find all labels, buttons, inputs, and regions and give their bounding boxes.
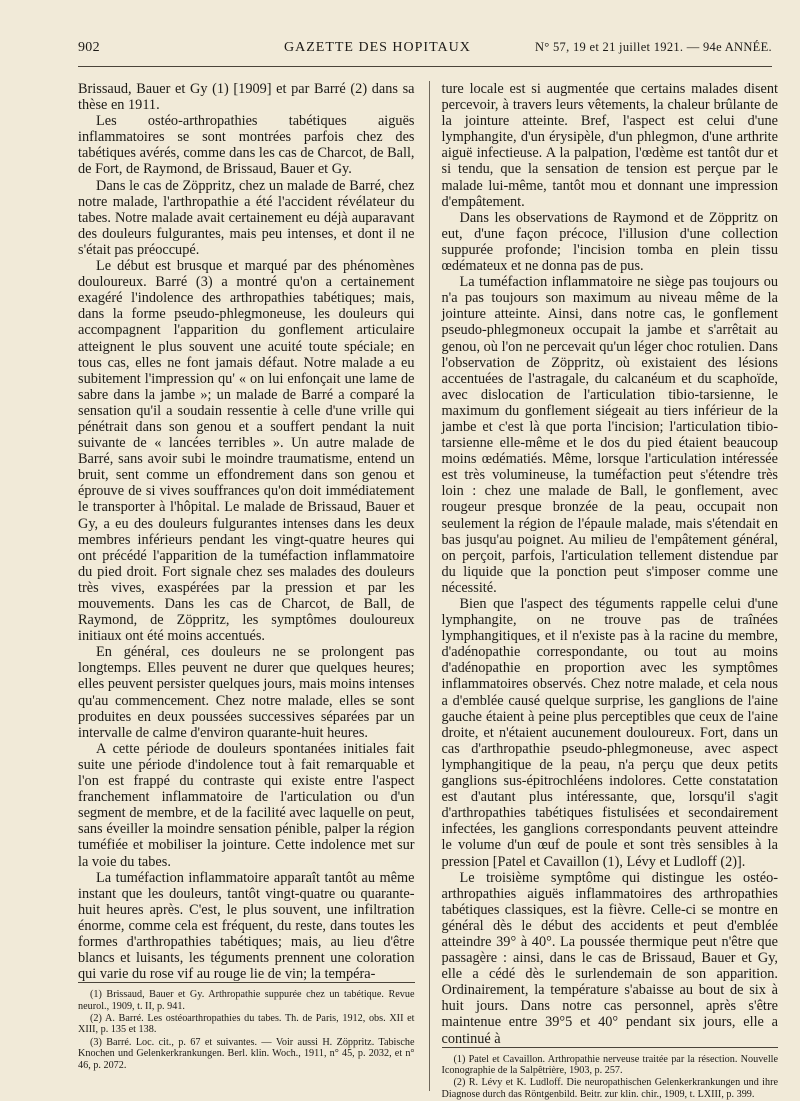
paragraph: La tuméfaction inflammatoire apparaît tantôt au même instant que les douleurs, tantôt vingt-quatre ou quarante-huit heures après. C'est, le plus souvent, une infiltration énorme, comme cela est fréquent, du reste, dans toutes les formes d'arthropathies tabétiques; mais, au lieu d'être blancs et luisants, les téguments prennent une coloration qui varie du rose vif au rouge lie de vin; la tempéra- [78,869,415,983]
paragraph: La tuméfaction inflammatoire ne siège pas toujours ou n'a pas toujours son maximum au niveau même de la jointure atteinte. Ainsi, dans notre cas, le gonflement pseudo-phlegmoneux occupait la jambe et s'arrêtait au genou, où l'on ne percevait qu'un léger choc rotulien. Dans l'observation de Zöppritz, où existaient des lésions accentuées de l'astragale, du calcanéum et du scaphoïde, avec dislocation de l'articulation tibio-tarsienne, le maximum du gonflement siégeait au tiers inférieur de la jambe et c'est là que porta l'incision; l'articulation tibio-tarsienne elle-même et le dos du pied étaient beaucoup moins œdématiés. Même, lorsque l'articulation intéressée est très volumineuse, la tuméfaction peut s'étendre très loin : chez une malade de Ball, le gonflement, avec rougeur presque bronzée de la peau, occupait non seulement la région de l'épaule malade, mais s'étendait en bas jusqu'au poignet. Au milieu de l'empâtement général, on perçoit, parfois, l'articulation tellement distendue par du liquide que la ponction peut s'imposer comme une nécessité. [441,274,778,596]
journal-title: GAZETTE DES HOPITAUX [284,40,471,55]
paragraph: Brissaud, Bauer et Gy (1) [1909] et par Barré (2) dans sa thèse en 1911. [78,81,415,114]
paragraph: Dans le cas de Zöppritz, chez un malade de Barré, chez notre malade, l'arthropathie a été l'accident révélateur du tabes. Notre malade avait certainement eu déjà auparavant des douleurs fulgurantes, mais peu intenses, et dont il ne s'était pas préoccupé. [78,177,415,258]
right-column-text [442,81,779,1047]
footnote: (1) Brissaud, Bauer et Gy. Arthropathie suppurée chez un tabétique. Revue neurol., 1909, t. II, p. 941. [78,989,415,1012]
right-footnotes [442,1047,779,1101]
footnote: (1) Patel et Cavaillon. Arthropathie nerveuse traitée par la résection. Nouvelle Iconographie de la Salpêtrière, 1903, p. 257. [441,1053,778,1077]
two-column-layout [78,81,778,1100]
paragraph: Le troisième symptôme qui distingue les ostéo-arthropathies aiguës inflammatoires des arthropathies tabétiques classiques, est la fièvre. Celle-ci se montre en général dès le début des accidents et peut d'emblée atteindre 39° à 40°. La poussée thermique peut n'être que passagère : ainsi, dans le cas de Brissaud, Bauer et Gy, elle a cédé dès le surlendemain de son apparition. Ordinairement, la température s'abaisse au bout de six à huit jours. Dans notre cas personnel, après s'être maintenue entre 39°5 et 40° pendant six jours, elle a continué à [441,869,778,1047]
page-number: 902 [78,40,100,55]
paragraph: Bien que l'aspect des téguments rappelle celui d'une lymphangite, on ne trouve pas de traînées lymphangitiques, et il n'existe pas à la racine du membre, d'adénopathie correspondante, ou tout au moins d'adénopathie en proportion avec les symptômes inflammatoires observés. Chez notre malade, et cela nous a d'emblée causé quelque surprise, les ganglions de l'aine gauche étaient à peine plus perceptibles que ceux de l'aine droite, et n'étaient aucunement douloureux. Fort, dans un cas d'arthropathie pseudo-phlegmoneuse, avec aspect lymphangitique de la peau, n'a perçu que deux petits ganglions sus-épitrochléens indolores. Cette constatation est d'autant plus intéressante, que, lorsqu'il s'agit d'arthropathies tabétiques fistulisées et secondairement infectées, les ganglions correspondants peuvent atteindre le volume d'un œuf de poule et sont très sensibles à la pression [Patel et Cavaillon (1), Lévy et Ludloff (2)]. [441,596,778,870]
paragraph: Les ostéo-arthropathies tabétiques aiguës inflammatoires se sont montrées parfois chez des tabétiques avérés, comme dans les cas de Charcot, de Ball, de Fort, de Raymond, de Brissaud, Bauer et Gy. [78,113,415,178]
left-column-text [78,81,415,982]
paragraph: ture locale est si augmentée que certains malades disent percevoir, à travers leurs vêtements, la chaleur brûlante de la jointure atteinte. Bref, l'aspect est celui d'une lymphangite, d'un érysipèle, d'un phlegmon, d'une arthrite aiguë infectieuse. A la palpation, l'œdème est tantôt dur et si tendu, que la sensation de tension est perçue par le malade lui-même, tantôt mou et donnant une impression d'empâtement. [441,81,778,210]
paragraph: Le début est brusque et marqué par des phénomènes douloureux. Barré (3) a montré qu'on a certainement exagéré l'indolence des arthropathies tabétiques; mais, dans la forme pseudo-phlegmoneuse, les douleurs qui accompagnent l'apparition du gonflement articulaire atteignent le plus souvent une acuité toute spéciale; en tous cas, elles ne font jamais défaut. Notre malade a eu subitement l'impression qu' « on lui enfonçait une lame de sabre dans la jambe »; un malade de Barré a comparé la sensation qu'il a soudain ressentie à celle d'une vrille qui pénétrait dans son genou et a souffert pendant la nuit suivante de « lancées terribles ». Un autre malade de Barré, sans avoir subi le moindre traumatisme, entend un bruit, sent comme un effondrement dans son genou et éprouve de si vives souffrances qu'on doit immédiatement le transporter à l'hôpital. Le malade de Brissaud, Bauer et Gy, a eu des douleurs fulgurantes intenses dans les deux membres inférieurs pendant les vingt-quatre heures qui ont précédé l'apparition de la tuméfaction inflammatoire du pied droit. Fort signale chez ses malades des douleurs très vives, exaspérées par la pression et par les mouvements. Dans les cas de Charcot, de Ball, de Raymond, de Zöppritz, les symptômes douloureux initiaux ont été moins accentués. [78,258,415,645]
paragraph: Dans les observations de Raymond et de Zöppritz on eut, d'une façon précoce, l'illusion d'une collection suppurée profonde; l'incision tomba en plein tissu œdémateux et ne donna pas de pus. [441,209,778,275]
left-column [78,81,415,1091]
footnote: (2) R. Lévy et K. Ludloff. Die neuropathischen Gelenkerkrankungen und ihre Diagnose durch das Röntgenbild. Beitr. zur klin. chir., 1909, t. LXIII, p. 399. [441,1077,778,1100]
issue-info: N° 57, 19 et 21 juillet 1921. — 94e ANNÉE. [534,40,772,54]
right-column [429,81,779,1100]
paragraph: En général, ces douleurs ne se prolongent pas longtemps. Elles peuvent ne durer que quelques heures; elles peuvent persister quelques jours, mais moins intenses qu'au commencement. Chez notre malade, elles se sont produites en deux poussées successives séparées par un intervalle de calme d'environ quarante-huit heures. [78,644,415,741]
left-footnotes [78,982,415,1072]
footnote: (2) A. Barré. Les ostéoarthropathies du tabes. Th. de Paris, 1912, obs. XII et XIII, p. 135 et 138. [78,1013,415,1036]
footnote: (3) Barré. Loc. cit., p. 67 et suivantes. — Voir aussi H. Zöppritz. Tabische Knochen und Gelenkerkrankungen. Berl. klin. Woch., 1911, n° 45, p. 2032, et n° 46, p. 2072. [78,1036,415,1071]
running-header [78,40,772,67]
paragraph: A cette période de douleurs spontanées initiales fait suite une période d'indolence tout à fait remarquable et l'on est frappé du contraste qui existe entre l'aspect franchement inflammatoire de l'articulation ou d'un segment de membre, et de la facilité avec laquelle on peut, sans éveiller la moindre sensation pénible, palper la région tuméfiée et mobiliser la jointure. Cette indolence met sur la voie du tabes. [78,740,415,870]
